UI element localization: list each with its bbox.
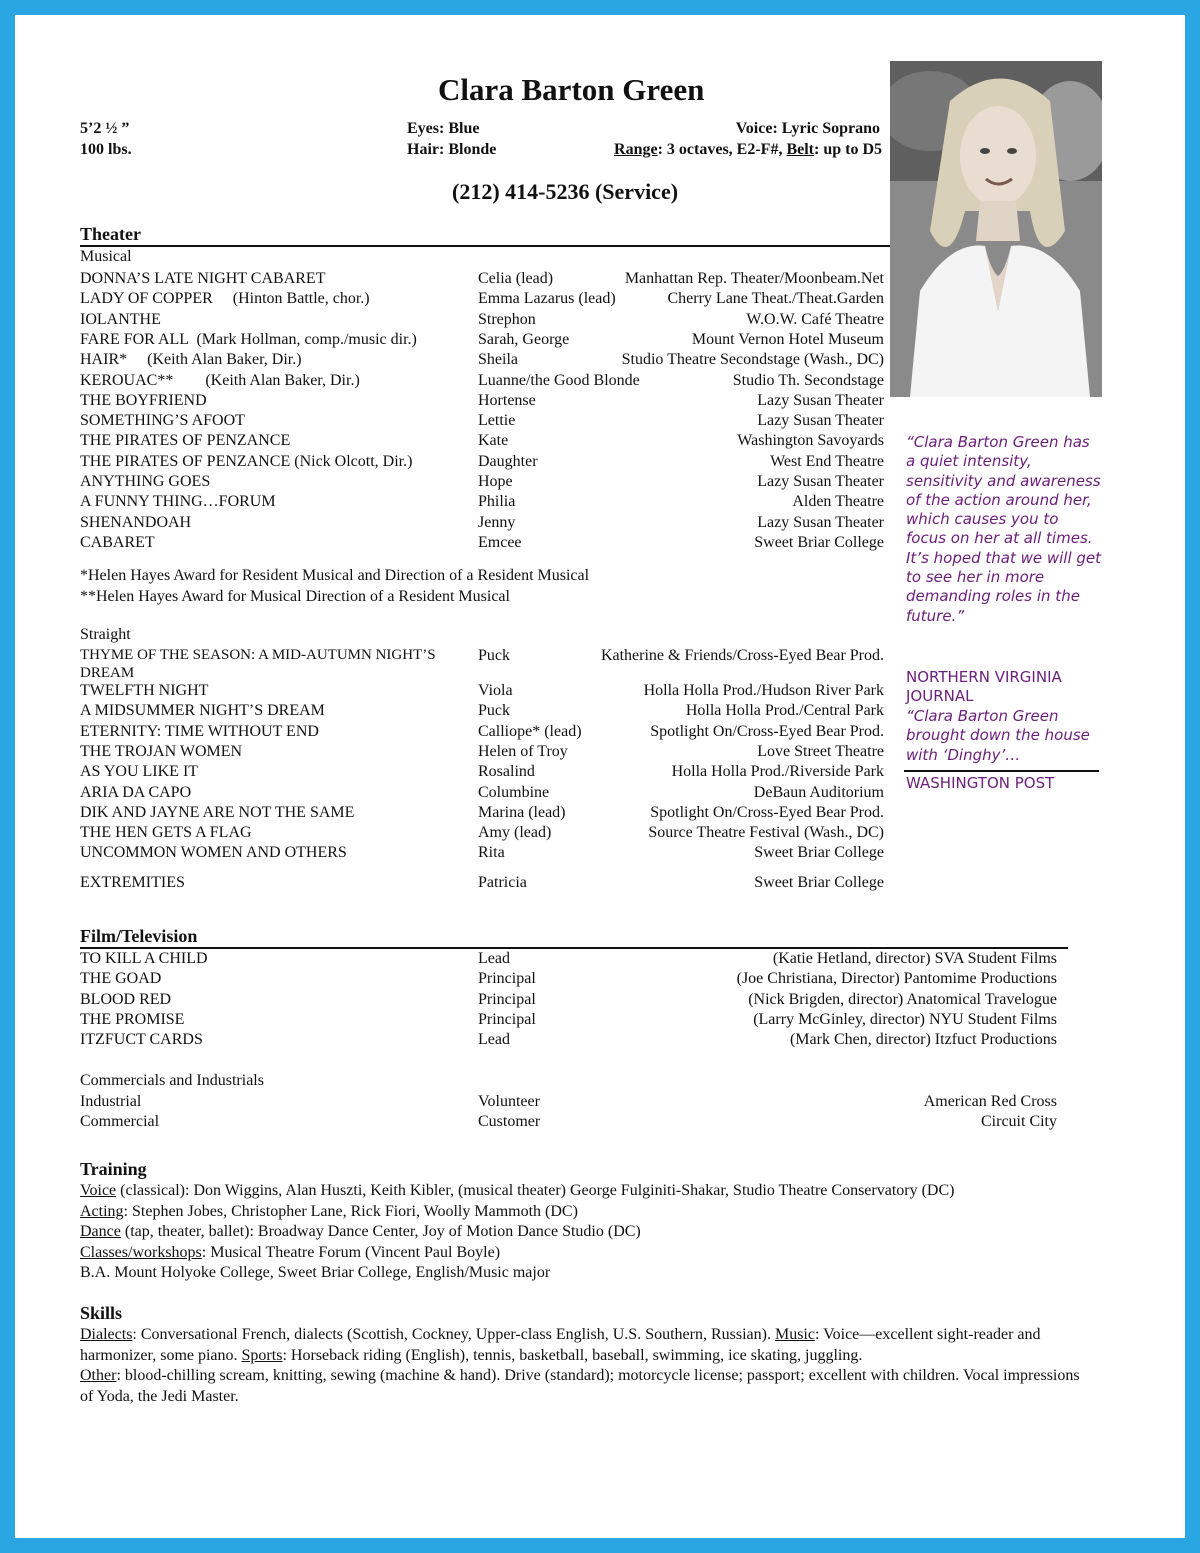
sports-text: : Horseback riding (English), tennis, basketball, baseball, swimming, ice skating, juggling.: [282, 1346, 863, 1364]
role: Lettie: [478, 412, 516, 430]
show-title: ETERNITY: TIME WITHOUT END: [80, 722, 319, 740]
venue: Holla Holla Prod./Riverside Park: [671, 763, 884, 781]
show-title: ITZFUCT CARDS: [80, 1031, 203, 1049]
belt-label: Belt: [786, 141, 814, 158]
show-title: THE BOYFRIEND: [80, 391, 207, 409]
classes-label: Classes/workshops: [80, 1243, 202, 1261]
role: Jenny: [478, 513, 516, 531]
list-item: [80, 392, 884, 412]
theater-divider: [80, 245, 890, 247]
voice: Voice: Lyric Soprano: [735, 120, 880, 137]
list-item: [80, 514, 884, 534]
venue: Holla Holla Prod./Central Park: [685, 702, 884, 720]
list-item: [80, 1031, 1057, 1051]
skills-text: [80, 1325, 1080, 1407]
list-item: [80, 970, 1057, 990]
classes-text: : Musical Theatre Forum (Vincent Paul Boyle): [201, 1243, 501, 1261]
straight-label: Straight: [80, 626, 131, 643]
list-item: [80, 824, 884, 844]
vocal-range: [614, 141, 882, 159]
show-title-line1: THYME OF THE SEASON: A MID-AUTUMN NIGHT’S: [80, 647, 436, 663]
film-list: [80, 950, 1057, 1055]
range-value: : 3 octaves, E2-F#,: [657, 141, 787, 158]
venue: Circuit City: [981, 1113, 1057, 1131]
review-quote-1: “Clara Barton Green has a quiet intensity, sensitivity and awareness of the action around her, which causes you to focus on her at all times. It’s hoped that we will get to see her in more demanding roles in the future.”: [906, 433, 1102, 625]
training-acting: [80, 1202, 1080, 1223]
show-title: A FUNNY THING…FORUM: [80, 493, 276, 511]
review-source-1: [906, 668, 1102, 707]
venue: Love Street Theatre: [757, 742, 884, 760]
music-label: Music: [774, 1326, 815, 1343]
venue: Lazy Susan Theater: [757, 473, 884, 490]
role: Calliope* (lead): [478, 722, 582, 740]
show-title: SHENANDOAH: [80, 513, 192, 531]
role: Customer: [478, 1113, 541, 1131]
show-title: ARIA DA CAPO: [80, 783, 192, 801]
venue: Alden Theatre: [792, 493, 884, 511]
eyes: Eyes: Blue: [407, 120, 480, 137]
role: Volunteer: [478, 1093, 540, 1110]
show-title: IOLANTHE: [80, 310, 161, 328]
role: Amy (lead): [478, 824, 552, 842]
role: Principal: [478, 990, 536, 1008]
role: Luanne/the Good Blonde: [478, 371, 640, 389]
show-title: KEROUAC** (Keith Alan Baker, Dir.): [80, 371, 360, 389]
venue: Lazy Susan Theater: [757, 412, 884, 430]
venue: (Larry McGinley, director) NYU Student Films: [753, 1010, 1057, 1028]
venue: Source Theatre Festival (Wash., DC): [648, 824, 884, 842]
role: Strephon: [478, 310, 536, 328]
venue: Studio Th. Secondstage: [732, 371, 884, 389]
list-item: [80, 763, 884, 783]
review-source-1-line2: JOURNAL: [906, 687, 974, 706]
other-text: : blood-chilling scream, knitting, sewing (machine & hand). Drive (standard); motorcycle license; passport; excellent with children. Vocal impressions of Yoda, the Jedi Master.: [80, 1367, 1080, 1405]
range-label: Range: [614, 141, 658, 158]
voice-text: (classical): Don Wiggins, Alan Huszti, Keith Kibler, (musical theater) George Fulginiti-Shakar, Studio Theatre Conservatory (DC): [116, 1182, 955, 1199]
role: Kate: [478, 432, 509, 450]
venue: Mount Vernon Hotel Museum: [691, 330, 884, 348]
review-source-2: WASHINGTON POST: [906, 774, 1055, 792]
role: Hope: [478, 473, 513, 490]
list-item: [80, 723, 884, 743]
list-item: [80, 270, 884, 290]
section-title-training: Training: [80, 1159, 147, 1179]
training-classes: [80, 1243, 1080, 1264]
headshot-photo: [890, 61, 1102, 397]
list-item: [80, 844, 884, 864]
role: Viola: [478, 682, 513, 699]
role: Emcee: [478, 533, 522, 551]
role: Celia (lead): [478, 270, 554, 287]
musical-list: [80, 270, 884, 560]
show-title: UNCOMMON WOMEN AND OTHERS: [80, 844, 347, 862]
show-title: LADY OF COPPER (Hinton Battle, chor.): [80, 290, 370, 308]
role: Lead: [478, 950, 510, 967]
role: Rita: [478, 844, 505, 862]
venue: Cherry Lane Theat./Theat.Garden: [667, 290, 884, 308]
quote-divider: [904, 770, 1099, 772]
hair: Hair: Blonde: [407, 141, 497, 158]
venue: DeBaun Auditorium: [753, 783, 884, 801]
role: Philia: [478, 493, 516, 511]
show-title: Commercial: [80, 1113, 160, 1131]
sports-label: Sports: [241, 1346, 283, 1364]
venue: West End Theatre: [770, 452, 884, 470]
show-title-line2: DREAM: [80, 665, 135, 681]
show-title: THE GOAD: [80, 970, 162, 988]
show-title: SOMETHING’S AFOOT: [80, 412, 245, 430]
venue: Lazy Susan Theater: [757, 513, 884, 531]
training-dance: [80, 1222, 1080, 1243]
list-item: [80, 534, 884, 554]
venue: Sweet Briar College: [754, 874, 884, 891]
venue: (Joe Christiana, Director) Pantomime Productions: [736, 970, 1057, 988]
role: Principal: [478, 970, 536, 988]
show-title: AS YOU LIKE IT: [80, 763, 199, 781]
list-item: [80, 493, 884, 513]
venue: Sweet Briar College: [754, 533, 884, 551]
list-item: [80, 991, 1057, 1011]
venue: Spotlight On/Cross-Eyed Bear Prod.: [650, 803, 884, 821]
show-title: TO KILL A CHILD: [80, 950, 208, 967]
commercials-label: Commercials and Industrials: [80, 1072, 264, 1089]
list-item: [80, 743, 884, 763]
review-quote-2: “Clara Barton Green brought down the house with ‘Dinghy’…: [906, 707, 1090, 764]
review-source-1-line1: NORTHERN VIRGINIA: [906, 668, 1062, 686]
role: Emma Lazarus (lead): [478, 290, 616, 308]
role: Hortense: [478, 391, 536, 409]
list-item: [80, 682, 884, 702]
list-item: [80, 372, 884, 392]
music-text: : Voice—excellent sight-reader and harmonizer, some piano.: [80, 1326, 1041, 1364]
acting-text: : Stephen Jobes, Christopher Lane, Rick Fiori, Woolly Mammoth (DC): [123, 1202, 578, 1220]
venue: (Nick Brigden, director) Anatomical Travelogue: [748, 990, 1057, 1008]
dialects-label: Dialects: [80, 1326, 133, 1343]
show-title: THE HEN GETS A FLAG: [80, 824, 252, 842]
belt-value: : up to D5: [813, 141, 882, 158]
show-title: A MIDSUMMER NIGHT’S DREAM: [80, 702, 325, 720]
list-item: [80, 432, 884, 452]
show-title: CABARET: [80, 533, 155, 551]
list-item: [80, 1113, 1057, 1133]
award-note-2: **Helen Hayes Award for Musical Direction of a Resident Musical: [80, 588, 510, 605]
weight: 100 lbs.: [80, 141, 132, 158]
show-title: ANYTHING GOES: [80, 473, 211, 490]
venue: (Katie Hetland, director) SVA Student Films: [772, 950, 1057, 967]
voice-label: Voice: [80, 1182, 117, 1199]
show-title: THE PIRATES OF PENZANCE: [80, 432, 291, 450]
show-title: THE PROMISE: [80, 1010, 185, 1028]
list-item: [80, 784, 884, 804]
dialects-text: : Conversational French, dialects (Scottish, Cockney, Upper-class English, U.S. Southern, Russian).: [132, 1326, 775, 1343]
role: Marina (lead): [478, 803, 566, 821]
role: Daughter: [478, 452, 538, 470]
show-title: Industrial: [80, 1093, 142, 1110]
show-title: DIK AND JAYNE ARE NOT THE SAME: [80, 803, 355, 821]
list-item: [80, 351, 884, 371]
venue: W.O.W. Café Theatre: [746, 310, 884, 328]
list-item: [80, 453, 884, 473]
section-title-film: Film/Television: [80, 926, 198, 946]
section-title-skills: Skills: [80, 1303, 123, 1323]
role: Rosalind: [478, 763, 535, 781]
award-note-1: *Helen Hayes Award for Resident Musical and Direction of a Resident Musical: [80, 567, 590, 584]
role: Columbine: [478, 783, 550, 801]
film-divider: [80, 947, 1068, 949]
training-voice: [80, 1181, 1080, 1202]
show-title: [80, 646, 436, 682]
commercials-list: [80, 1093, 1057, 1135]
show-title: THE TROJAN WOMEN: [80, 742, 243, 760]
venue: Katherine & Friends/Cross-Eyed Bear Prod.: [600, 647, 884, 664]
list-item: [80, 804, 884, 824]
role: Sheila: [478, 351, 518, 369]
venue: Washington Savoyards: [737, 432, 884, 450]
dance-text: (tap, theater, ballet): Broadway Dance Center, Joy of Motion Dance Studio (DC): [120, 1223, 641, 1240]
venue: American Red Cross: [923, 1093, 1057, 1110]
show-title: BLOOD RED: [80, 990, 172, 1008]
list-item: [80, 473, 884, 493]
phone-number: (212) 414-5236 (Service): [452, 179, 679, 204]
acting-label: Acting: [80, 1202, 124, 1220]
venue: Manhattan Rep. Theater/Moonbeam.Net: [624, 270, 884, 287]
venue: Spotlight On/Cross-Eyed Bear Prod.: [650, 722, 884, 740]
musical-label: Musical: [80, 248, 132, 265]
list-item: [80, 1093, 1057, 1113]
list-item: [80, 290, 884, 310]
venue: Sweet Briar College: [754, 844, 884, 862]
section-title-theater: Theater: [80, 224, 141, 244]
role: Sarah, George: [478, 330, 570, 348]
list-item: [80, 331, 884, 351]
other-label: Other: [80, 1367, 117, 1384]
role: Puck: [478, 702, 510, 720]
show-title: THE PIRATES OF PENZANCE (Nick Olcott, Dir.): [80, 452, 413, 470]
list-item: [80, 950, 1057, 970]
training-list: [80, 1181, 1080, 1284]
list-item: [80, 702, 884, 722]
training-degree: B.A. Mount Holyoke College, Sweet Briar College, English/Music major: [80, 1264, 551, 1281]
show-title: EXTREMITIES: [80, 874, 185, 891]
role: Helen of Troy: [478, 742, 568, 760]
show-title: FARE FOR ALL (Mark Hollman, comp./music dir.): [80, 330, 417, 348]
show-title: TWELFTH NIGHT: [80, 682, 209, 699]
venue: Lazy Susan Theater: [757, 391, 884, 409]
straight-list: [80, 682, 884, 867]
dance-label: Dance: [80, 1223, 121, 1240]
list-item: [80, 412, 884, 432]
venue: Holla Holla Prod./Hudson River Park: [643, 682, 884, 699]
role: Principal: [478, 1010, 536, 1028]
venue: Studio Theatre Secondstage (Wash., DC): [621, 351, 884, 369]
show-title: DONNA’S LATE NIGHT CABARET: [80, 270, 326, 287]
role: Patricia: [478, 874, 527, 891]
venue: (Mark Chen, director) Itzfuct Productions: [789, 1031, 1057, 1049]
role: Puck: [478, 647, 510, 664]
show-title: HAIR* (Keith Alan Baker, Dir.): [80, 351, 302, 369]
actor-name: Clara Barton Green: [438, 72, 705, 107]
headshot-image: [890, 61, 1102, 397]
height: 5’2 ½ ”: [80, 120, 130, 137]
role: Lead: [478, 1031, 510, 1049]
list-item: [80, 311, 884, 331]
list-item: [80, 1011, 1057, 1031]
